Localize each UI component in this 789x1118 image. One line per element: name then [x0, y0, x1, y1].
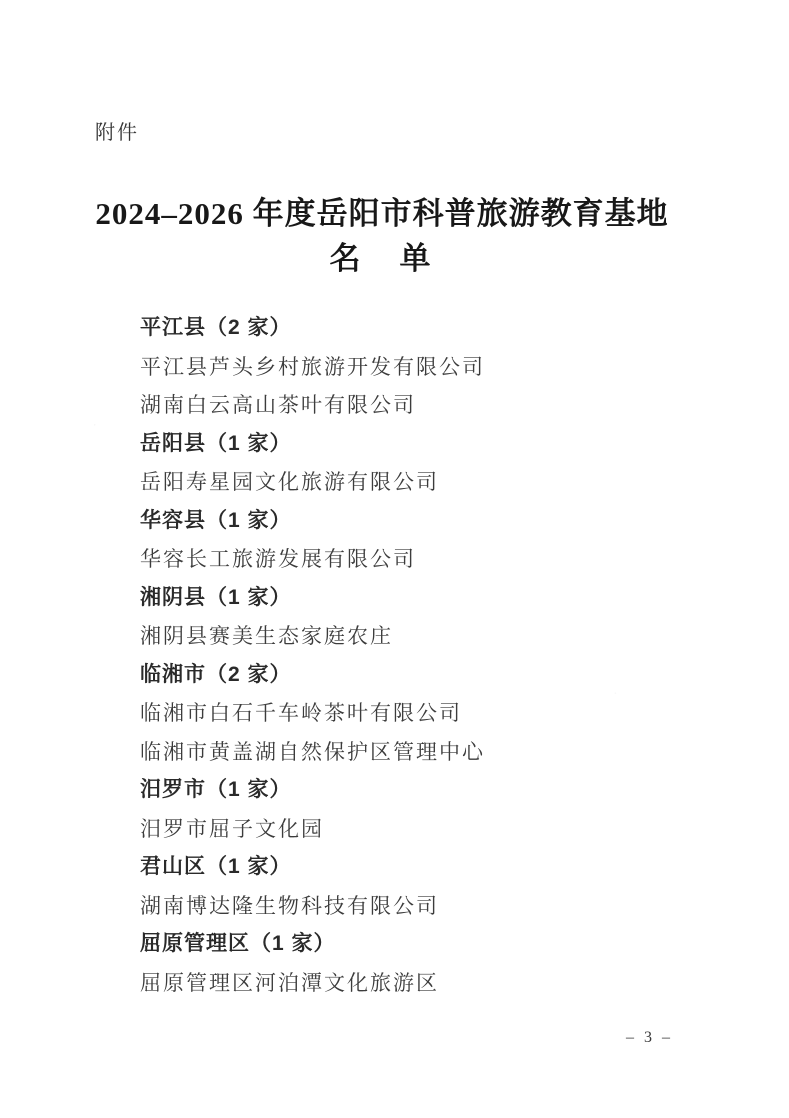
section-header: 临湘市（2 家）: [140, 662, 292, 686]
section-header: 华容县（1 家）: [140, 508, 292, 532]
section-header: 屈原管理区（1 家）: [140, 932, 336, 955]
list-item: 湖南白云高山茶叶有限公司: [140, 393, 416, 417]
base-list: [140, 309, 700, 1002]
list-item: 临湘市白石千车岭茶叶有限公司: [140, 701, 462, 725]
section-header: 岳阳县（1 家）: [140, 431, 292, 455]
section-header: 汨罗市（1 家）: [140, 778, 292, 801]
section-header: 湘阴县（1 家）: [140, 585, 292, 609]
list-item: 湘阴县赛美生态家庭农庄: [140, 624, 393, 648]
list-item: 湖南博达隆生物科技有限公司: [140, 893, 439, 918]
list-item: 平江县芦头乡村旅游开发有限公司: [140, 354, 485, 379]
list-item: 华容长工旅游发展有限公司: [140, 547, 416, 571]
document-title-line1: 2024–2026 年度岳阳市科普旅游教育基地: [95, 196, 669, 231]
section-header: 君山区（1 家）: [140, 855, 292, 878]
section-header: 平江县（2 家）: [140, 316, 292, 339]
document-title-line2: 名 单: [329, 241, 435, 276]
page-number: – 3 –: [626, 1029, 673, 1046]
list-item: 汨罗市屈子文化园: [140, 816, 324, 841]
list-item: 屈原管理区河泊潭文化旅游区: [140, 970, 439, 995]
list-item: 岳阳寿星园文化旅游有限公司: [140, 470, 439, 494]
list-item: 临湘市黄盖湖自然保护区管理中心: [140, 739, 485, 764]
attachment-label: 附件: [95, 122, 139, 144]
